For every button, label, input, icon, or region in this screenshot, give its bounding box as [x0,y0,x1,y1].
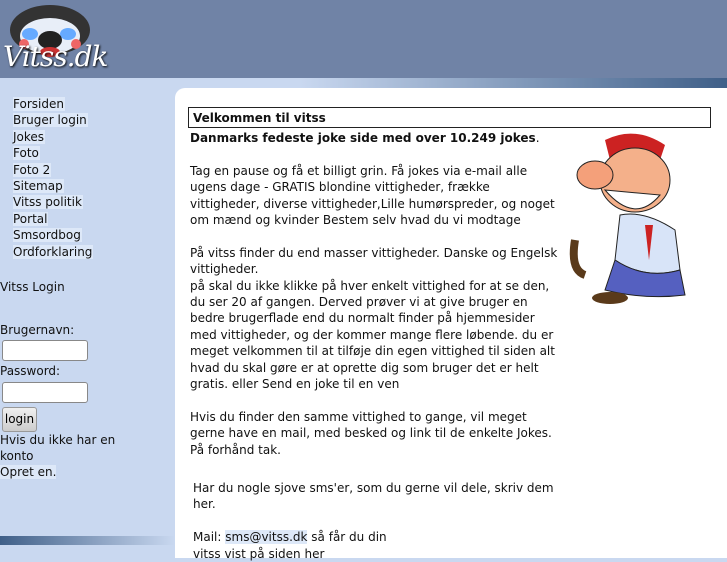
nav-label: Bruger login [13,113,87,128]
laughing-man-image [565,130,715,310]
header-gradient [300,78,727,88]
mail-link[interactable]: sms@vitss.dk [225,530,308,545]
login-title: Vitss Login [0,280,65,294]
nav-label: Foto [13,146,39,161]
headline-end: . [535,131,540,145]
nav-label: Forsiden [13,97,64,111]
nav-label: Smsordbog [13,228,81,243]
nav-portal[interactable] [13,211,93,227]
no-account-text-2: konto [0,449,34,464]
duplicate-paragraph: Hvis du finder den samme vittighed to gange, vil meget gerne have en mail, med besked og link til de enkelte Jokes. På forhånd tak. [190,409,552,457]
mail-text: så får du din [311,530,387,545]
nav-label: Sitemap [13,178,63,193]
mail-text-2: vitss vist på siden her [193,546,325,561]
create-account-link[interactable]: Opret en. [0,465,57,480]
nav-label: Portal [13,211,48,226]
nav-forsiden[interactable] [13,96,93,112]
nav-jokes[interactable] [13,129,93,145]
username-input[interactable] [2,340,88,361]
intro-paragraph: Tag en pause og få et billigt grin. Få jokes via e-mail alle ugens dage - GRATIS blondine vittigheder, frække vittigheder, diverse vittigheder,Lille humørspreder, og noget om mænd og kvinder Bestem selv hvad du vi modtage [190,163,555,228]
nav-foto-2[interactable] [13,162,93,178]
nav-sitemap[interactable] [13,178,93,194]
page-title: Velkommen til vitss [188,107,711,128]
nav-label: Foto 2 [13,162,51,177]
main-content [175,88,727,561]
headline: Danmarks fedeste joke side med over 10.249 jokes [190,131,536,145]
logo[interactable] [0,0,108,78]
password-input[interactable] [2,382,88,403]
sms-paragraph: Har du nogle sjove sms'er, som du gerne vil dele, skriv dem her. [193,481,554,512]
footer-gradient [0,536,175,545]
nav-foto[interactable] [13,145,93,161]
nav-vitss-politik[interactable] [13,194,93,210]
header [0,0,727,78]
username-label: Brugernavn: [0,322,75,337]
no-account-text: Hvis du ikke har en [0,432,116,447]
nav-smsordbog[interactable] [13,227,93,243]
password-label: Password: [0,364,61,379]
nav-label: Ordforklaring [13,244,93,259]
logo-text: Vitss.dk [3,40,108,73]
nav-bruger-login[interactable] [13,112,93,128]
mail-label: Mail: [193,530,222,545]
nav-label: Jokes [13,129,45,144]
login-button[interactable]: login [2,407,37,432]
nav-label: Vitss politik [13,195,82,210]
login-form [0,279,115,481]
sidebar-nav [13,96,93,260]
about-paragraph: På vitss finder du end masser vittigheder. Danske og Engelsk vittigheder. [190,245,558,277]
nav-ordforklaring[interactable] [13,244,93,260]
about-paragraph-2: på skal du ikke klikke på hver enkelt vittighed for at se den, du ser 20 af gangen. Derved prøver vi at give bruger en bedre brugerflade end du normalt finder på hjemmesider med vittigheder, og der kommer mange flere løbende. du er meget velkommen til at tilføje din egen vittighed til siden alt hvad du skal gøre er at oprette dig som bruger det er helt gratis. eller Send en joke til en ven [190,278,555,392]
